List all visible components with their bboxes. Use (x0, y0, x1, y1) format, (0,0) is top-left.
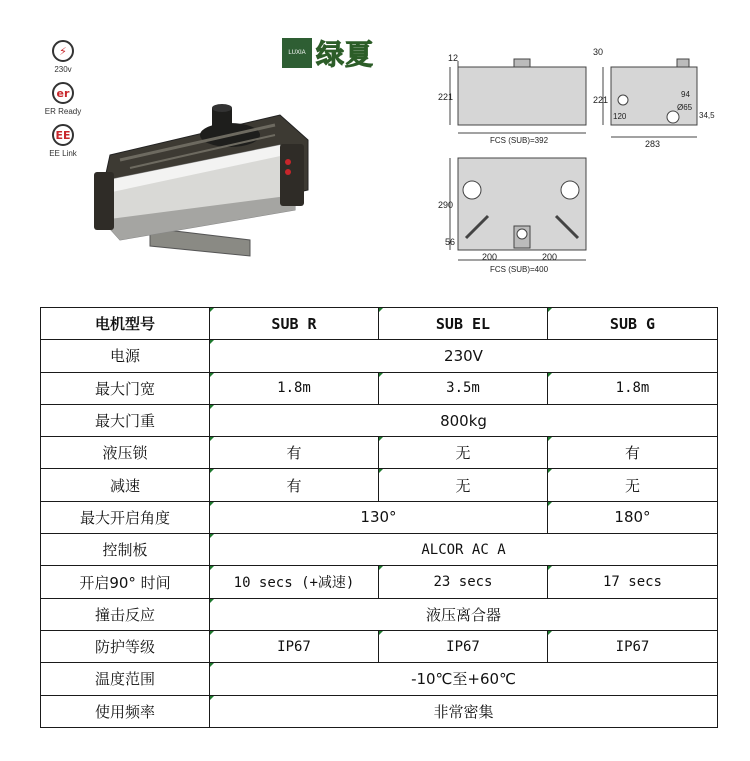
badge-230v (38, 40, 88, 74)
dim-width: 283 (645, 139, 661, 149)
header-sub-g: SUB G (548, 308, 718, 340)
header-sub-el: SUB EL (379, 308, 548, 340)
dim-right: 200 (542, 252, 558, 262)
row-label: 撞击反应 (41, 598, 210, 630)
table-row (41, 663, 718, 695)
cell-value: IP67 (210, 630, 379, 662)
header-model: 电机型号 (41, 308, 210, 340)
row-label: 防护等级 (41, 630, 210, 662)
dim-right-a: 94 (681, 90, 690, 99)
table-row (41, 598, 718, 630)
cell-value: 有 (210, 469, 379, 501)
table-row (41, 404, 718, 436)
dim-left: 200 (482, 252, 498, 262)
dim-small: 120 (613, 112, 627, 121)
row-label: 最大门宽 (41, 372, 210, 404)
row-label: 开启90° 时间 (41, 566, 210, 598)
lightning-icon: ⚡ (52, 40, 74, 62)
logo-brand: LUXIA (288, 50, 306, 56)
motor-product-image (90, 100, 320, 265)
header-sub-r: SUB R (210, 308, 379, 340)
row-label: 液压锁 (41, 437, 210, 469)
row-label: 减速 (41, 469, 210, 501)
luxia-logo-box (282, 38, 312, 68)
spec-table (40, 307, 718, 728)
table-row (41, 534, 718, 566)
cell-value: -10℃至+60℃ (210, 663, 718, 695)
badge-ee-link (38, 124, 88, 158)
table-row (41, 340, 718, 372)
dim-diameter: Ø65 (677, 103, 693, 112)
badge-label: EE Link (49, 149, 77, 158)
table-row (41, 437, 718, 469)
cell-value: 230V (210, 340, 718, 372)
badge-er-ready (38, 82, 88, 116)
cell-value: ALCOR AC A (210, 534, 718, 566)
cell-value: 有 (548, 437, 718, 469)
table-row (41, 630, 718, 662)
cell-value: 3.5m (379, 372, 548, 404)
cell-value: 130° (210, 501, 548, 533)
cell-value: 180° (548, 501, 718, 533)
cell-value: 800kg (210, 404, 718, 436)
cell-value: 1.8m (210, 372, 379, 404)
feature-badges (38, 40, 88, 166)
dim-height: 221 (438, 92, 454, 102)
row-label: 最大开启角度 (41, 501, 210, 533)
cell-value: 无 (379, 469, 548, 501)
cell-value: 23 secs (379, 566, 548, 598)
table-row (41, 501, 718, 533)
row-label: 电源 (41, 340, 210, 372)
plan-view-drawing (438, 150, 598, 278)
cell-value: 有 (210, 437, 379, 469)
cell-value: 17 secs (548, 566, 718, 598)
row-label: 使用频率 (41, 695, 210, 727)
row-label: 控制板 (41, 534, 210, 566)
table-row (41, 372, 718, 404)
dim-small: 56 (445, 237, 456, 247)
row-label: 温度范围 (41, 663, 210, 695)
er-icon: er (52, 82, 74, 104)
side-view-drawing (438, 45, 598, 145)
logo-chinese-text: 绿夏 (316, 38, 375, 71)
cell-value: 无 (548, 469, 718, 501)
dim-top: 12 (448, 53, 459, 63)
cell-value: 无 (379, 437, 548, 469)
dim-fcs: FCS (SUB)=400 (490, 265, 549, 274)
table-row (41, 469, 718, 501)
cell-value: IP67 (548, 630, 718, 662)
ee-link-icon: EE (52, 124, 74, 146)
dim-right-b: 34,5 (699, 111, 715, 120)
cell-value: 10 secs (+减速) (210, 566, 379, 598)
cell-value: IP67 (379, 630, 548, 662)
end-view-drawing (593, 45, 723, 150)
dim-height: 290 (438, 200, 454, 210)
dim-height: 221 (593, 95, 609, 105)
cell-value: 液压离合器 (210, 598, 718, 630)
dim-top: 30 (593, 47, 604, 57)
table-header-row (41, 308, 718, 340)
row-label: 最大门重 (41, 404, 210, 436)
table-row (41, 566, 718, 598)
badge-label: 230v (54, 65, 72, 74)
brand-logo (282, 33, 374, 73)
cell-value: 非常密集 (210, 695, 718, 727)
dim-fcs: FCS (SUB)=392 (490, 136, 549, 145)
cell-value: 1.8m (548, 372, 718, 404)
badge-label: ER Ready (44, 107, 82, 116)
table-row (41, 695, 718, 727)
